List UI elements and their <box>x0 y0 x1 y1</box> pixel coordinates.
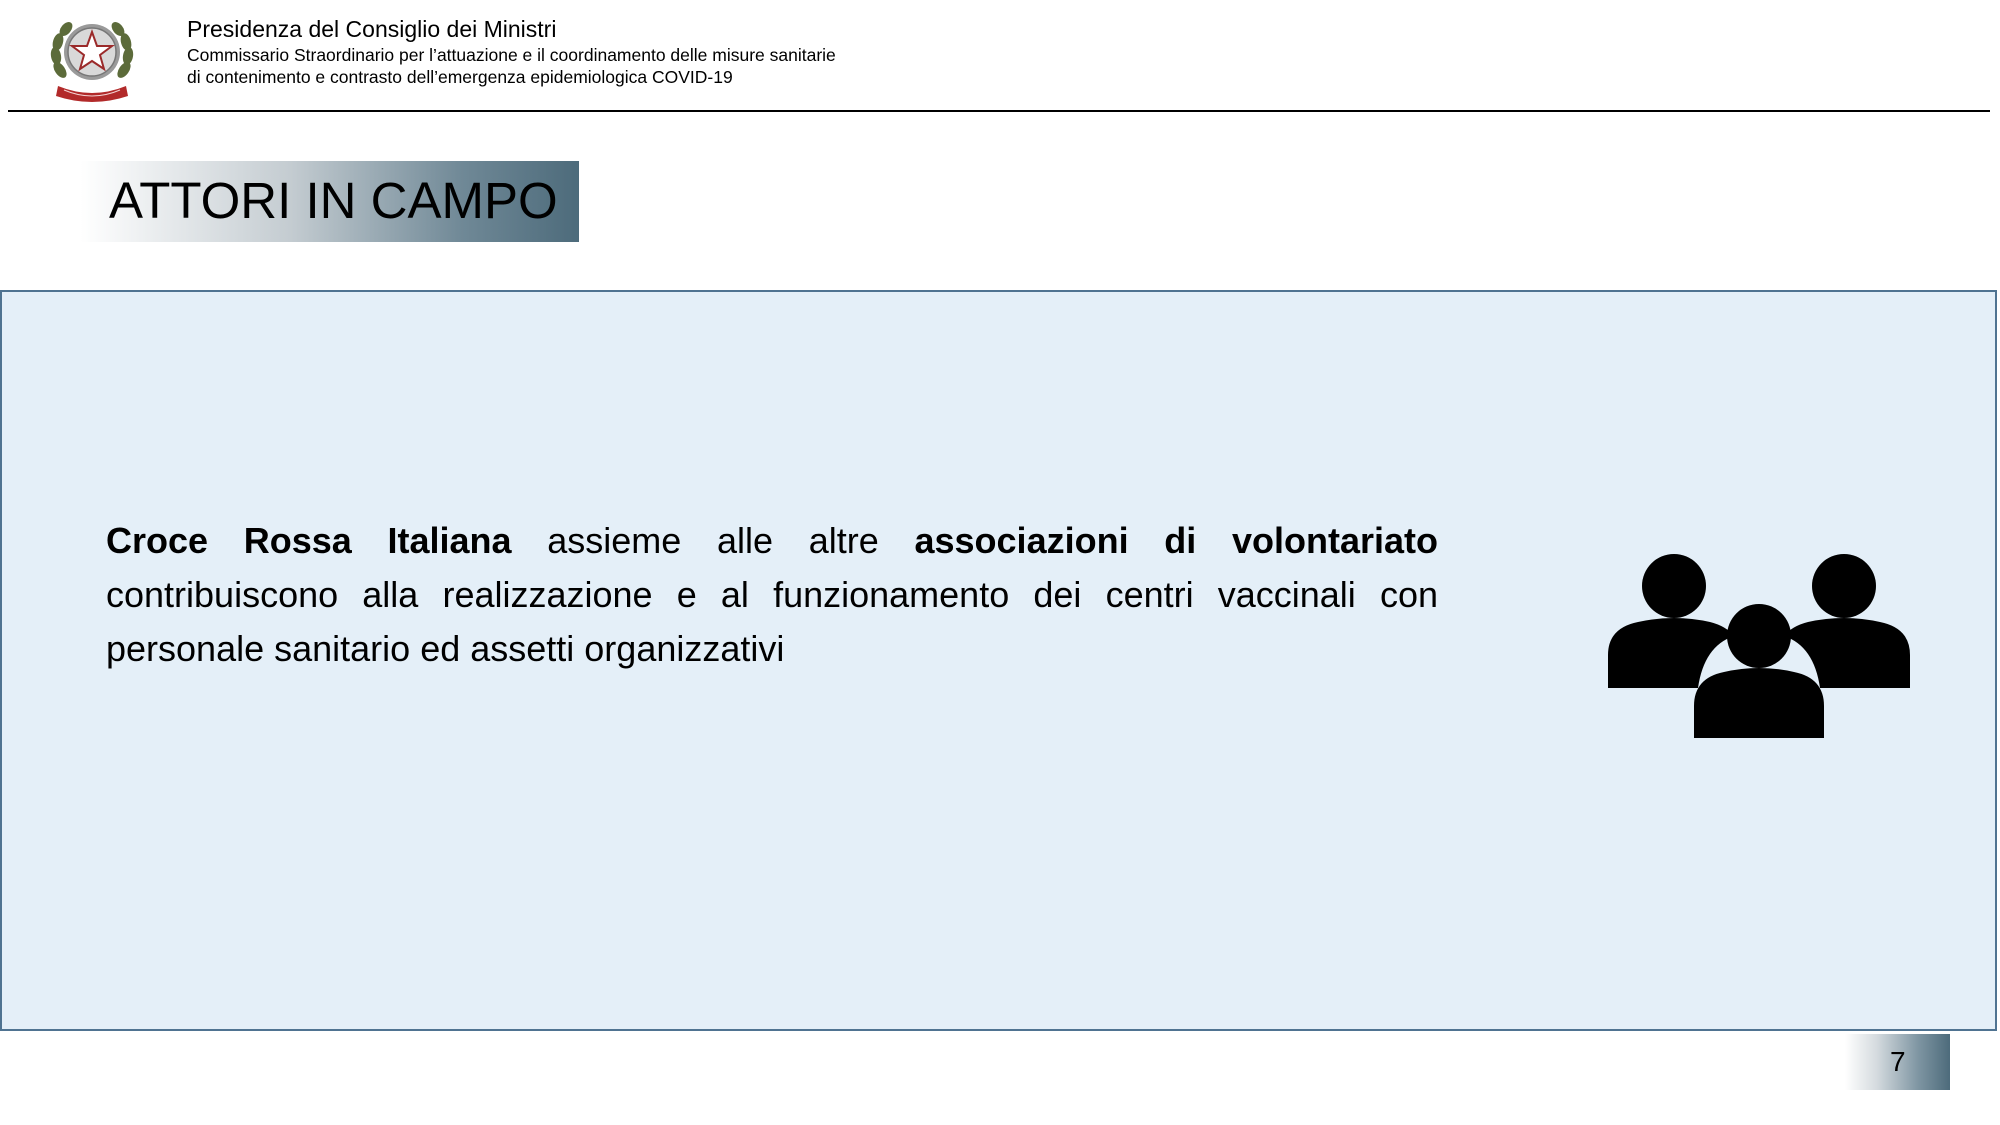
page-number: 7 <box>1890 1046 1906 1077</box>
section-title: ATTORI IN CAMPO <box>109 172 558 229</box>
group-of-people-icon <box>1608 550 1910 742</box>
paragraph-text-2: contribuiscono alla realizzazione e al funzionamento dei centri vaccinali con personale sanitario ed assetti organizzativi <box>106 574 1438 669</box>
highlight-associazioni: associazioni di volontariato <box>914 520 1438 561</box>
paragraph-text-1: assieme alle altre <box>511 520 915 561</box>
italian-republic-emblem-icon <box>46 8 138 106</box>
organization-title: Presidenza del Consiglio dei Ministri <box>187 16 557 42</box>
organization-subtitle-line-2: di contenimento e contrasto dell’emergenza epidemiologica COVID-19 <box>187 67 733 87</box>
section-title-banner <box>54 161 579 242</box>
header-divider <box>8 110 1990 112</box>
page-number-badge <box>1845 1034 1950 1090</box>
organization-subtitle-line-1: Commissario Straordinario per l’attuazione e il coordinamento delle misure sanitarie <box>187 45 836 65</box>
body-paragraph <box>106 514 1438 676</box>
slide-header <box>0 0 2000 114</box>
highlight-croce-rossa: Croce Rossa Italiana <box>106 520 512 561</box>
header-text-block <box>187 14 836 88</box>
